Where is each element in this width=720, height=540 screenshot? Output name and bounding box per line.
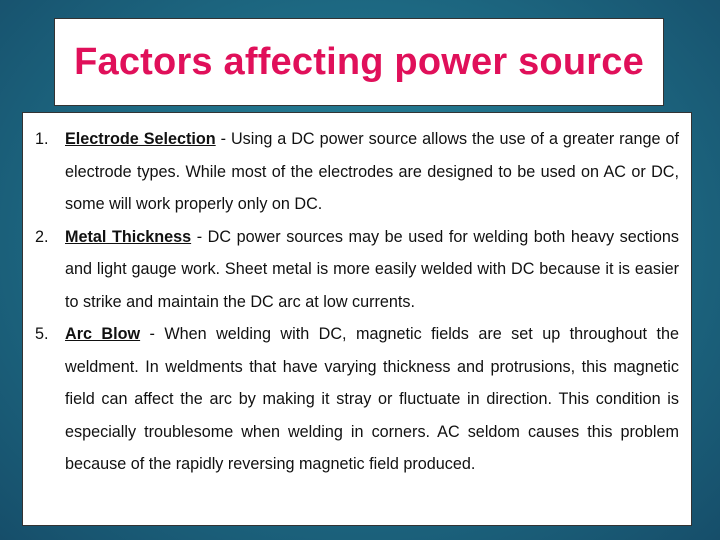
item-text	[65, 123, 679, 221]
item-description: - When welding with DC, magnetic fields are set up throughout the weldment. In weldments that have varying thickness and protrusions, this magnetic field can affect the arc by making it stray or fluctuate in direction. This condition is especially troublesome when welding in corners. AC seldom causes this problem because of the rapidly reversing magnetic field produced.	[65, 325, 679, 473]
content-box	[22, 112, 692, 526]
item-description: - Using a DC power source allows the use of a greater range of electrode types. While most of the electrodes are designed to be used on AC or DC, some will work properly only on DC.	[65, 130, 680, 213]
title-box	[54, 18, 664, 106]
item-term: Electrode Selection	[65, 130, 216, 148]
item-description: - DC power sources may be used for welding both heavy sections and light gauge work. Sheet metal is more easily welded with DC because it is easier to strike and maintain the DC arc at low currents.	[65, 227, 679, 311]
list-item	[35, 221, 679, 319]
item-number: 2.	[35, 227, 49, 246]
item-number: 5.	[35, 325, 49, 343]
item-term: Arc Blow	[65, 325, 141, 343]
list-item	[35, 123, 679, 221]
slide-title: Factors affecting power source	[74, 40, 644, 83]
item-text	[65, 318, 679, 481]
list-item	[35, 318, 679, 481]
item-term: Metal Thickness	[65, 227, 192, 246]
item-number: 1.	[35, 130, 49, 148]
item-text	[65, 221, 679, 319]
